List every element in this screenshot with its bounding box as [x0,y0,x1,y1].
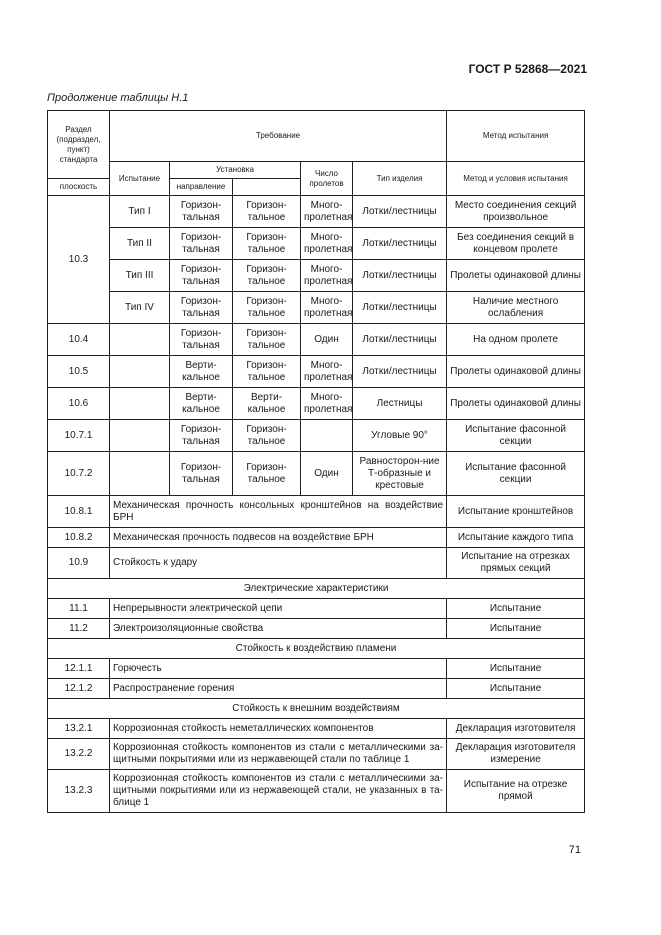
method-cell: Наличие местного ослабления [447,292,585,324]
section-cell: 13.2.3 [48,770,110,813]
requirements-table [47,110,585,813]
empty-cell [110,388,170,420]
spans-cell [301,420,353,452]
empty-cell [110,356,170,388]
empty-cell [110,324,170,356]
test-cell: Тип III [110,260,170,292]
method-cell: Испытание [447,599,585,619]
method-cell: Испытание на отрезках прямых секций [447,548,585,579]
plane-cell: Горизон-тальная [170,292,233,324]
test-cell: Тип IV [110,292,170,324]
section-heading-row [48,639,585,659]
header-section: Раздел (подраздел, пункт) стандарта [48,111,110,179]
section-heading-row [48,699,585,719]
product-type-cell: Лестницы [353,388,447,420]
section-heading-row [48,579,585,599]
header-requirement: Требование [110,111,447,162]
standard-number: ГОСТ Р 52868—2021 [468,62,587,76]
spans-cell: Один [301,452,353,496]
section-cell: 13.2.2 [48,739,110,770]
table-row [48,548,585,579]
product-type-cell: Лотки/лестницы [353,324,447,356]
method-cell: Декларация изготовителя измерение [447,739,585,770]
table-caption: Продолжение таблицы Н.1 [47,92,189,104]
table-row [48,228,585,260]
requirement-cell: Непрерывности электрической цепи [110,599,447,619]
section-cell: 10.6 [48,388,110,420]
section-cell: 10.3 [48,196,110,324]
method-cell: Декларация изготовителя [447,719,585,739]
spans-cell: Много-пролетная [301,196,353,228]
requirement-cell: Коррозионная стойкость неметаллических компонентов [110,719,447,739]
header-direction: направление [170,179,233,196]
header-method-conditions: Метод и условия испытания [447,162,585,196]
table-row [48,496,585,528]
product-type-cell: Лотки/лестницы [353,196,447,228]
method-cell: Пролеты одинаковой длины [447,356,585,388]
direction-cell: Верти-кальное [233,388,301,420]
method-cell: Испытание кронштейнов [447,496,585,528]
table-row [48,719,585,739]
table-row [48,659,585,679]
direction-cell: Горизон-тальное [233,228,301,260]
section-cell: 10.8.1 [48,496,110,528]
table-row [48,356,585,388]
method-cell: Пролеты одинаковой длины [447,388,585,420]
header-installation: Установка [170,162,301,179]
method-cell: На одном пролете [447,324,585,356]
method-cell: Место соединения секций произвольное [447,196,585,228]
section-cell: 10.7.2 [48,452,110,496]
plane-cell: Верти-кальное [170,356,233,388]
test-cell: Тип I [110,196,170,228]
section-cell: 12.1.2 [48,679,110,699]
spans-cell: Много-пролетная [301,292,353,324]
header-row-2 [48,162,585,179]
requirement-cell: Механическая прочность подвесов на воздействие БРН [110,528,447,548]
plane-cell: Горизон-тальная [170,324,233,356]
table-row [48,739,585,770]
table-row [48,770,585,813]
section-cell: 10.5 [48,356,110,388]
section-cell: 10.4 [48,324,110,356]
section-cell: 11.2 [48,619,110,639]
requirement-cell: Коррозионная стойкость компонентов из стали с металлическими за-щитными покрытиями или из нержавеющей стали по таблице 1 [110,739,447,770]
product-type-cell: Угловые 90° [353,420,447,452]
section-cell: 12.1.1 [48,659,110,679]
method-cell: Испытание фасонной секции [447,420,585,452]
header-method: Метод испытания [447,111,585,162]
direction-cell: Горизон-тальное [233,420,301,452]
requirement-cell: Электроизоляционные свойства [110,619,447,639]
plane-cell: Горизон-тальная [170,452,233,496]
spans-cell: Много-пролетная [301,228,353,260]
table-row [48,679,585,699]
header-plane: плоскость [48,179,110,196]
empty-cell [110,420,170,452]
plane-cell: Горизон-тальная [170,196,233,228]
table-row [48,196,585,228]
table-row [48,324,585,356]
method-cell: Испытание фасонной секции [447,452,585,496]
table-row [48,452,585,496]
section-cell: 13.2.1 [48,719,110,739]
spans-cell: Много-пролетная [301,260,353,292]
spans-cell: Много-пролетная [301,388,353,420]
direction-cell: Горизон-тальное [233,452,301,496]
plane-cell: Горизон-тальная [170,260,233,292]
table-row [48,420,585,452]
section-heading: Электрические характеристики [48,579,585,599]
header-test: Испытание [110,162,170,196]
section-cell: 10.9 [48,548,110,579]
product-type-cell: Равносторон-ние Т-образные и крестовые [353,452,447,496]
table-row [48,619,585,639]
method-cell: Испытание на отрезке прямой [447,770,585,813]
method-cell: Испытание каждого типа [447,528,585,548]
table-row [48,260,585,292]
spans-cell: Один [301,324,353,356]
product-type-cell: Лотки/лестницы [353,260,447,292]
header-product-type: Тип изделия [353,162,447,196]
direction-cell: Горизон-тальное [233,356,301,388]
method-cell: Без соединения секций в концевом пролете [447,228,585,260]
spans-cell: Много-пролетная [301,356,353,388]
plane-cell: Верти-кальное [170,388,233,420]
requirement-cell: Механическая прочность консольных кронштейнов на воздействие БРН [110,496,447,528]
plane-cell: Горизон-тальная [170,228,233,260]
direction-cell: Горизон-тальное [233,324,301,356]
table-row [48,388,585,420]
table-row [48,599,585,619]
header-span-count: Число пролетов [301,162,353,196]
product-type-cell: Лотки/лестницы [353,228,447,260]
direction-cell: Горизон-тальное [233,260,301,292]
table-row [48,528,585,548]
direction-cell: Горизон-тальное [233,292,301,324]
product-type-cell: Лотки/лестницы [353,292,447,324]
section-cell: 10.8.2 [48,528,110,548]
requirement-cell: Горючесть [110,659,447,679]
product-type-cell: Лотки/лестницы [353,356,447,388]
section-cell: 11.1 [48,599,110,619]
method-cell: Испытание [447,659,585,679]
requirement-cell: Стойкость к удару [110,548,447,579]
empty-cell [110,452,170,496]
table-row [48,292,585,324]
section-heading: Стойкость к воздействию пламени [48,639,585,659]
plane-cell: Горизон-тальная [170,420,233,452]
test-cell: Тип II [110,228,170,260]
direction-cell: Горизон-тальное [233,196,301,228]
method-cell: Пролеты одинаковой длины [447,260,585,292]
section-cell: 10.7.1 [48,420,110,452]
page-number: 71 [568,844,581,856]
header-row-1 [48,111,585,162]
section-heading: Стойкость к внешним воздействиям [48,699,585,719]
method-cell: Испытание [447,679,585,699]
requirement-cell: Коррозионная стойкость компонентов из стали с металлическими за-щитными покрытиями или из нержавеющей стали, не указанных в та-блице 1 [110,770,447,813]
requirement-cell: Распространение горения [110,679,447,699]
method-cell: Испытание [447,619,585,639]
